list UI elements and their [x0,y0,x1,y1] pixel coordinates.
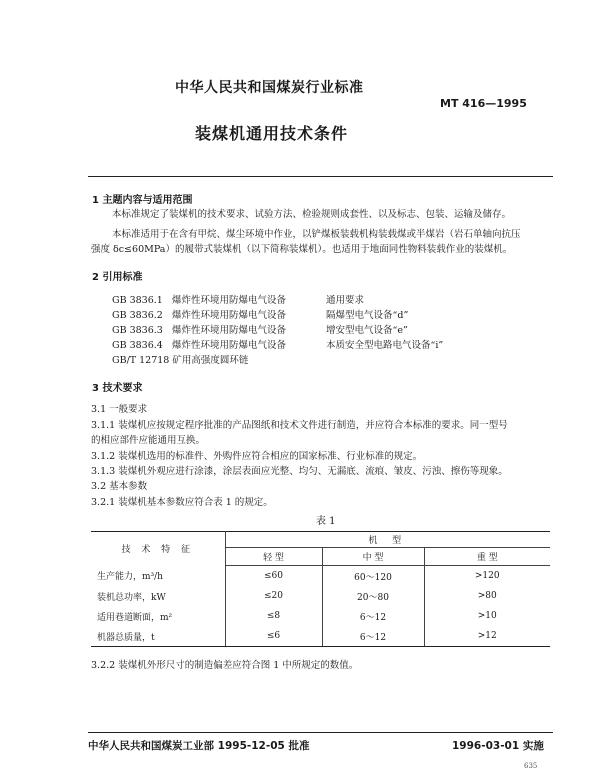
clause-3-2-1: 3.2.1 装煤机基本参数应符合表 1 的规定。 [91,497,273,508]
standard-category: 中华人民共和国煤炭行业标准 [175,80,364,96]
model-type-header: 机 型 [225,532,550,548]
reference-name: 爆炸性环境用防爆电气设备 [172,340,287,351]
reference-row [112,307,408,321]
reference-code: GB 3836.4 [112,340,163,351]
cell-heavy: >12 [424,626,550,647]
table-row [91,626,550,647]
approval-info: 中华人民共和国煤炭工业部 1995-12-05 批准 [88,740,310,752]
table-row [91,566,550,587]
cell-light: ≤60 [225,566,322,587]
feature-column-header: 技 术 特 征 [91,532,225,566]
header-divider [88,176,553,177]
reference-row [112,322,408,336]
column-header-medium: 中 型 [322,548,424,566]
row-feature: 适用巷道断面，m² [91,606,225,626]
table-header-row [91,532,550,548]
clause-3-2: 3.2 基本参数 [91,481,148,492]
reference-code: GB 3836.3 [112,325,163,336]
clause-3-1-3: 3.1.3 装煤机外观应进行涂漆，涂层表面应光整、均匀、无漏底、流痕、皱皮、污浊、擦伤等现象。 [91,466,508,477]
clause-3-1-1-line-2: 的相应部件应能通用互换。 [91,435,206,446]
clause-3-2-2: 3.2.2 装煤机外形尺寸的制造偏差应符合图 1 中所规定的数值。 [91,660,359,671]
cell-light: ≤8 [225,606,322,626]
section-3-heading: 3 技术要求 [92,383,143,394]
section-1-para-2-line-2: 强度 δc≤60MPa）的履带式装煤机（以下简称装煤机）。也适用于地面同性物料装载作业的装煤机。 [91,244,513,255]
clause-3-1-2: 3.1.2 装煤机选用的标准件、外购件应符合相应的国家标准、行业标准的规定。 [91,451,423,462]
table-row [91,606,550,626]
reference-name: 爆炸性环境用防爆电气设备 [172,325,287,336]
reference-row [112,292,364,306]
reference-type: 通用要求 [326,295,365,306]
table-caption: 表 1 [316,516,336,527]
section-1-para-1: 本标准规定了装煤机的技术要求、试验方法、检验规则成套性、以及标志、包装、运输及储存。 [112,209,512,220]
cell-medium: 6～12 [322,606,424,626]
column-header-heavy: 重 型 [424,548,550,566]
row-feature: 装机总功率，kW [91,586,225,606]
table-row [91,586,550,606]
cell-light: ≤6 [225,626,322,647]
clause-3-1-1-line-1: 3.1.1 装煤机应按规定程序批准的产品图纸和技术文件进行制造，并应符合本标准的要求。同一型号 [91,420,508,431]
reference-type: 本质安全型电路电气设备“i” [326,340,444,351]
cell-medium: 6～12 [322,626,424,647]
column-header-light: 轻 型 [225,548,322,566]
section-1-para-2-line-1: 本标准适用于在含有甲烷、煤尘环境中作业，以铲煤板装载机构装载煤或半煤岩（岩石单轴向抗压 [112,229,521,240]
cell-medium: 60～120 [322,566,424,587]
cell-light: ≤20 [225,586,322,606]
cell-heavy: >120 [474,571,500,581]
cell-heavy: >10 [477,611,497,621]
page-number: 635 [524,762,538,770]
cell-medium: 20～80 [322,586,424,606]
reference-row [112,337,443,351]
row-feature: 机器总质量，t [91,626,225,647]
document-title: 装煤机通用技术条件 [195,124,349,143]
reference-code: GB 3836.1 [112,295,163,306]
implementation-date: 1996-03-01 实施 [452,740,544,752]
row-feature: 生产能力，m³/h [91,566,225,587]
reference-row-gbt-12718: GB/T 12718 矿用高强度圆环链 [112,355,249,366]
clause-3-1: 3.1 一般要求 [91,404,148,415]
reference-name: 爆炸性环境用防爆电气设备 [172,295,287,306]
reference-code: GB 3836.2 [112,310,163,321]
footer-divider [88,732,553,733]
reference-name: 爆炸性环境用防爆电气设备 [172,310,287,321]
standard-code: MT 416—1995 [440,97,527,110]
cell-heavy: >80 [477,591,497,601]
basic-parameters-table [91,531,550,647]
section-1-heading: 1 主题内容与适用范围 [92,195,193,206]
reference-type: 增安型电气设备“e” [326,325,408,336]
reference-type: 隔爆型电气设备“d” [326,310,409,321]
section-2-heading: 2 引用标准 [92,272,143,283]
